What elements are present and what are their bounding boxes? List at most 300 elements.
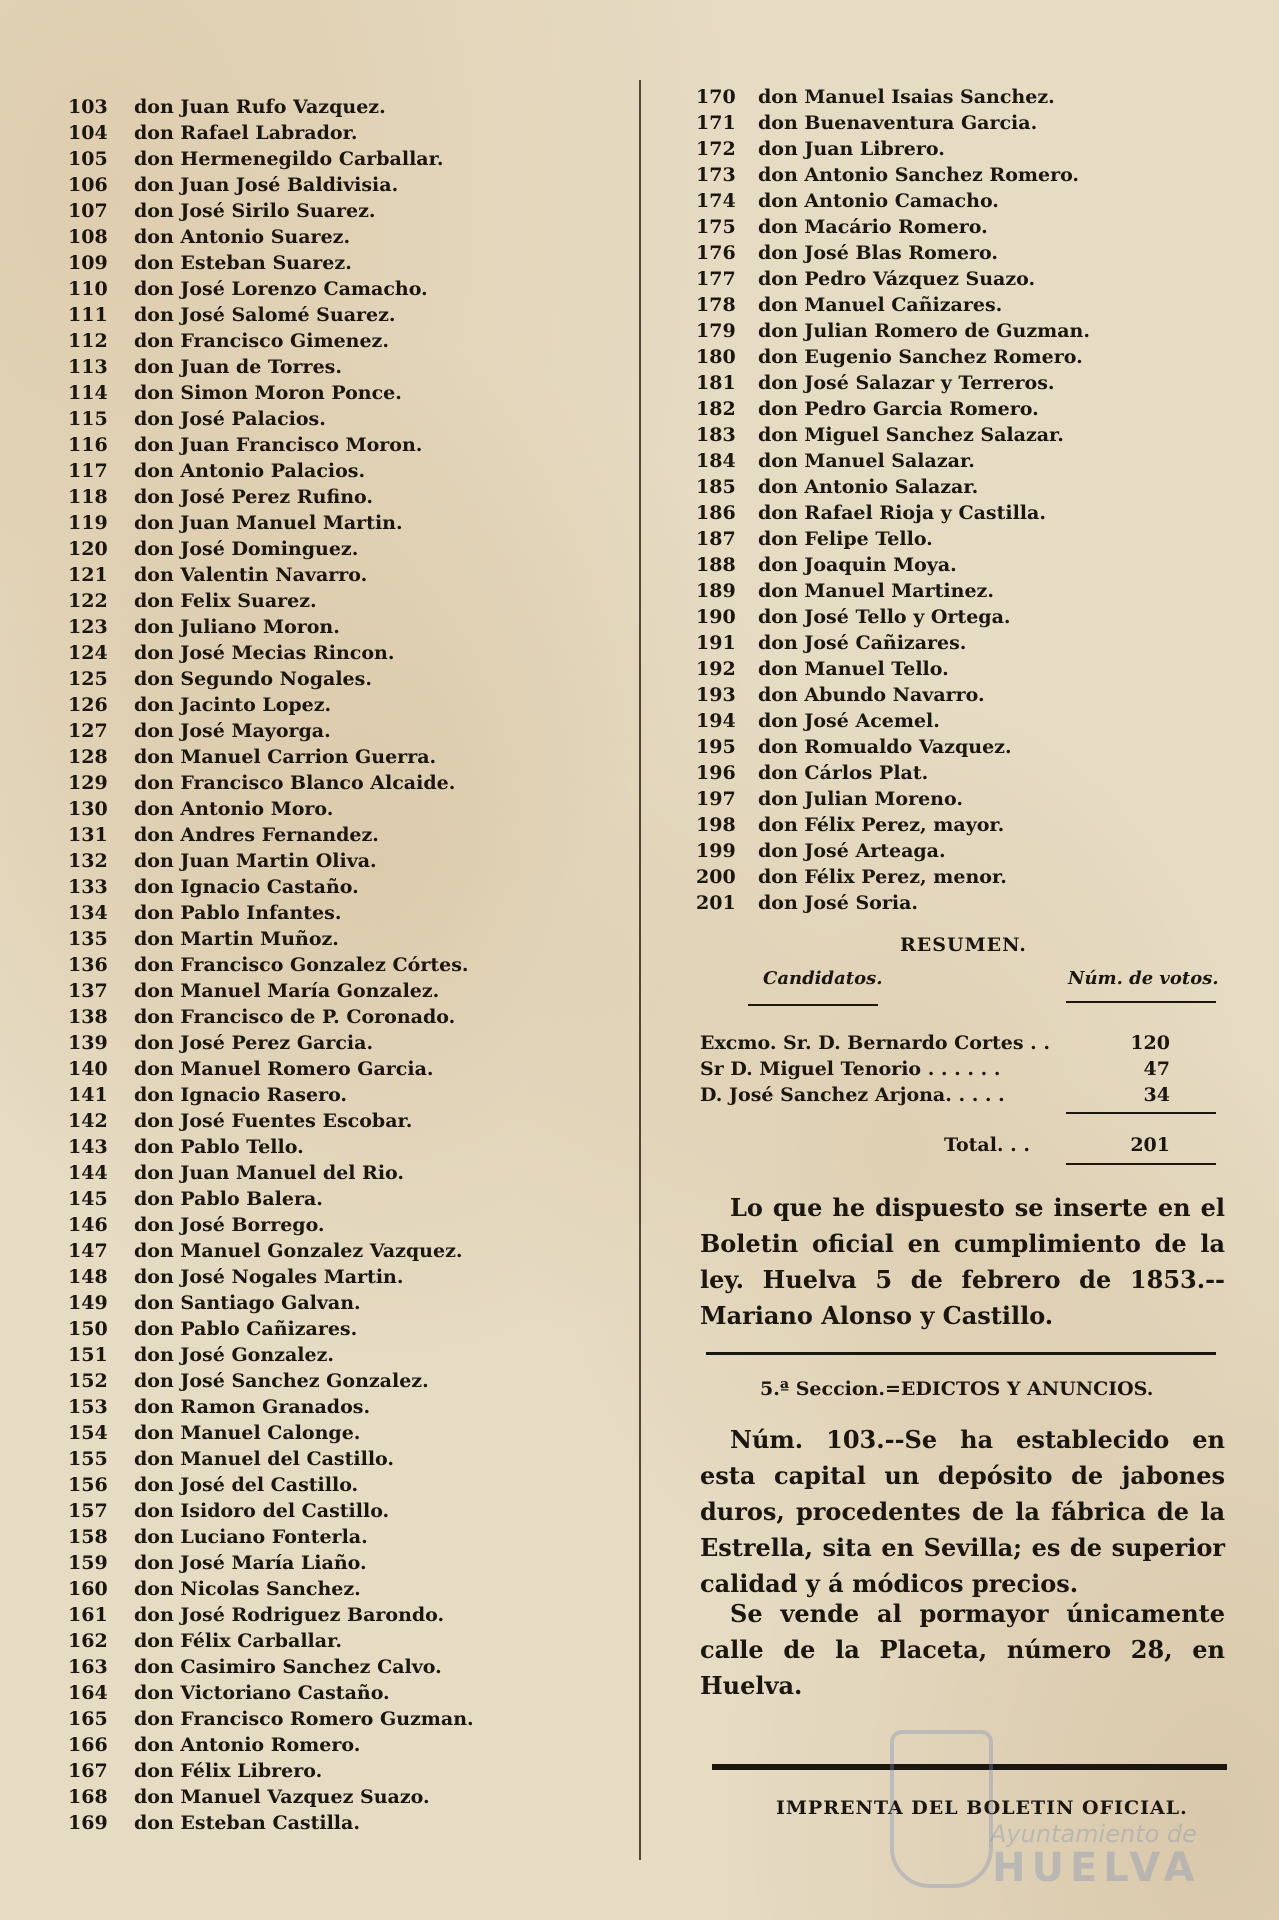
voter-number: 191 (696, 632, 736, 654)
voter-row (696, 292, 1236, 318)
voter-row (68, 1706, 628, 1732)
voter-name: don José Perez Rufino. (134, 486, 374, 508)
voter-number: 149 (68, 1292, 108, 1314)
voter-number: 112 (68, 330, 108, 352)
voter-number: 136 (68, 954, 108, 976)
voter-name: don Manuel Tello. (758, 658, 949, 680)
voter-row (696, 474, 1236, 500)
voter-number: 178 (696, 294, 736, 316)
voter-row (68, 796, 628, 822)
voter-row (68, 1576, 628, 1602)
voter-row (696, 136, 1236, 162)
voter-name: don José Lorenzo Camacho. (134, 278, 428, 300)
resumen-row (700, 1082, 1170, 1108)
voter-row (696, 786, 1236, 812)
voter-number: 198 (696, 814, 736, 836)
voter-name: don Esteban Suarez. (134, 252, 352, 274)
voter-number: 114 (68, 382, 108, 404)
voter-row (68, 744, 628, 770)
voter-row (696, 318, 1236, 344)
voter-name: don José Fuentes Escobar. (134, 1110, 413, 1132)
voter-name: don Juan Martin Oliva. (134, 850, 377, 872)
voter-row (68, 1446, 628, 1472)
voter-row (68, 276, 628, 302)
voter-name: don Nicolas Sanchez. (134, 1578, 361, 1600)
voter-row (68, 1524, 628, 1550)
voter-row (696, 890, 1236, 916)
voter-row (68, 120, 628, 146)
voter-row (696, 396, 1236, 422)
voter-name: don Juan José Baldivisia. (134, 174, 399, 196)
voter-row (68, 380, 628, 406)
voter-name: don Andres Fernandez. (134, 824, 379, 846)
voter-name: don José María Liaño. (134, 1552, 367, 1574)
voter-number: 200 (696, 866, 736, 888)
voter-name: don Ignacio Rasero. (134, 1084, 348, 1106)
voter-number: 161 (68, 1604, 108, 1626)
voter-row (68, 874, 628, 900)
resumen-total-row (700, 1132, 1170, 1158)
voter-number: 125 (68, 668, 108, 690)
voter-row (696, 500, 1236, 526)
voter-name: don José Soria. (758, 892, 918, 914)
voter-row (696, 188, 1236, 214)
voter-name: don Manuel del Castillo. (134, 1448, 394, 1470)
voter-name: don Antonio Camacho. (758, 190, 999, 212)
voter-number: 163 (68, 1656, 108, 1678)
resumen-row (700, 1056, 1170, 1082)
voter-name: don Pablo Infantes. (134, 902, 342, 924)
voter-name: don Luciano Fonterla. (134, 1526, 368, 1548)
voter-row (68, 900, 628, 926)
voter-name: don Antonio Sanchez Romero. (758, 164, 1080, 186)
voter-name: don Manuel María Gonzalez. (134, 980, 440, 1002)
voter-name: don Romualdo Vazquez. (758, 736, 1012, 758)
coat-of-arms-icon (890, 1730, 993, 1888)
voter-number: 201 (696, 892, 736, 914)
voter-row (68, 1628, 628, 1654)
voter-name: don José Mecias Rincon. (134, 642, 395, 664)
voter-row (68, 1550, 628, 1576)
voter-name: don Eugenio Sanchez Romero. (758, 346, 1083, 368)
voter-number: 134 (68, 902, 108, 924)
voter-name: don Juliano Moron. (134, 616, 340, 638)
voter-row (68, 1394, 628, 1420)
resumen-rule-right (1066, 1001, 1216, 1003)
candidate-votes: 120 (1130, 1032, 1170, 1054)
voter-name: don Antonio Suarez. (134, 226, 351, 248)
candidate-votes: 34 (1143, 1084, 1170, 1106)
voter-number: 137 (68, 980, 108, 1002)
voter-number: 140 (68, 1058, 108, 1080)
voter-name: don Pablo Cañizares. (134, 1318, 358, 1340)
voter-name: don Francisco Blanco Alcaide. (134, 772, 456, 794)
voter-row (68, 952, 628, 978)
voter-row (696, 526, 1236, 552)
voter-row (696, 266, 1236, 292)
voter-number: 143 (68, 1136, 108, 1158)
resumen-title: RESUMEN. (900, 934, 1027, 956)
voter-number: 138 (68, 1006, 108, 1028)
voter-row (68, 1290, 628, 1316)
voter-number: 155 (68, 1448, 108, 1470)
voter-row (68, 1784, 628, 1810)
watermark-subtitle: Ayuntamiento de (990, 1820, 1197, 1848)
voter-row (696, 838, 1236, 864)
voter-number: 145 (68, 1188, 108, 1210)
voter-row (68, 926, 628, 952)
candidate-name: Excmo. Sr. D. Bernardo Cortes . . (700, 1032, 1050, 1054)
voter-row (68, 94, 628, 120)
voter-number: 177 (696, 268, 736, 290)
voter-name: don Julian Romero de Guzman. (758, 320, 1090, 342)
voter-row (68, 484, 628, 510)
voter-name: don Rafael Rioja y Castilla. (758, 502, 1046, 524)
voter-row (68, 1654, 628, 1680)
voter-name: don Manuel Isaias Sanchez. (758, 86, 1055, 108)
voter-number: 183 (696, 424, 736, 446)
watermark (880, 1710, 1220, 1890)
voter-row (68, 1238, 628, 1264)
voter-name: don José Salazar y Terreros. (758, 372, 1055, 394)
voter-row (696, 344, 1236, 370)
voter-row (696, 448, 1236, 474)
closing-paragraph: Lo que he dispuesto se inserte en el Boletin oficial en cumplimiento de la ley. Huelva 5 de febrero de 1853.--Mariano Alonso y Castillo. (700, 1193, 1225, 1330)
voter-name: don José del Castillo. (134, 1474, 359, 1496)
voter-name: don Juan Francisco Moron. (134, 434, 423, 456)
voter-name: don José Cañizares. (758, 632, 967, 654)
voter-number: 117 (68, 460, 108, 482)
voter-row (68, 1472, 628, 1498)
voter-number: 188 (696, 554, 736, 576)
voter-row (68, 1082, 628, 1108)
voter-name: don Santiago Galvan. (134, 1292, 361, 1314)
voter-number: 180 (696, 346, 736, 368)
voter-name: don José Arteaga. (758, 840, 946, 862)
voter-row (68, 1160, 628, 1186)
voter-number: 126 (68, 694, 108, 716)
column-divider (639, 80, 641, 1860)
voter-name: don Manuel Gonzalez Vazquez. (134, 1240, 463, 1262)
voter-number: 174 (696, 190, 736, 212)
total-value: 201 (1130, 1134, 1170, 1156)
voter-row (68, 1264, 628, 1290)
voter-row (68, 354, 628, 380)
voter-number: 169 (68, 1812, 108, 1834)
voter-name: don Juan Rufo Vazquez. (134, 96, 386, 118)
voter-number: 196 (696, 762, 736, 784)
voter-number: 146 (68, 1214, 108, 1236)
voter-number: 116 (68, 434, 108, 456)
voter-number: 104 (68, 122, 108, 144)
voter-row (696, 240, 1236, 266)
voter-name: don Félix Carballar. (134, 1630, 342, 1652)
voter-name: don Casimiro Sanchez Calvo. (134, 1656, 442, 1678)
voter-row (696, 422, 1236, 448)
voter-name: don José Sirilo Suarez. (134, 200, 376, 222)
voter-row (68, 406, 628, 432)
voter-row (68, 1004, 628, 1030)
resumen-row (700, 1030, 1170, 1056)
voter-name: don José Palacios. (134, 408, 326, 430)
voter-row (68, 1342, 628, 1368)
voter-row (68, 1134, 628, 1160)
voter-number: 190 (696, 606, 736, 628)
voter-number: 167 (68, 1760, 108, 1782)
voter-row (68, 250, 628, 276)
voter-row (696, 604, 1236, 630)
voter-row (696, 864, 1236, 890)
voter-row (68, 848, 628, 874)
voter-number: 192 (696, 658, 736, 680)
voter-row (68, 1186, 628, 1212)
notice-paragraph-2: Se vende al pormayor únicamente calle de la Placeta, número 28, en Huelva. (700, 1599, 1225, 1700)
voter-row (68, 1056, 628, 1082)
voter-row (696, 214, 1236, 240)
voter-name: don Francisco de P. Coronado. (134, 1006, 456, 1028)
resumen-col-candidates: Candidatos. (763, 968, 883, 989)
voter-row (68, 1680, 628, 1706)
voter-name: don Macário Romero. (758, 216, 988, 238)
voter-name: don Buenaventura Garcia. (758, 112, 1038, 134)
voter-row (68, 666, 628, 692)
voter-number: 199 (696, 840, 736, 862)
voter-number: 120 (68, 538, 108, 560)
voter-name: don Pedro Vázquez Suazo. (758, 268, 1036, 290)
voter-name: don Jacinto Lopez. (134, 694, 332, 716)
voter-name: don Cárlos Plat. (758, 762, 929, 784)
voter-number: 115 (68, 408, 108, 430)
voter-number: 107 (68, 200, 108, 222)
voter-row (696, 656, 1236, 682)
voter-name: don Francisco Romero Guzman. (134, 1708, 474, 1730)
resumen-rule-left (748, 1004, 878, 1006)
voter-row (68, 146, 628, 172)
voter-name: don Antonio Moro. (134, 798, 334, 820)
voter-row (68, 1810, 628, 1836)
voter-name: don Hermenegildo Carballar. (134, 148, 444, 170)
voter-number: 135 (68, 928, 108, 950)
voter-name: don Francisco Gonzalez Córtes. (134, 954, 469, 976)
voter-name: don Manuel Salazar. (758, 450, 975, 472)
voter-number: 139 (68, 1032, 108, 1054)
voter-row (68, 1602, 628, 1628)
voter-name: don Antonio Palacios. (134, 460, 366, 482)
voter-number: 129 (68, 772, 108, 794)
voter-number: 164 (68, 1682, 108, 1704)
voter-number: 157 (68, 1500, 108, 1522)
voter-row (68, 432, 628, 458)
voter-name: don Juan Manuel del Rio. (134, 1162, 404, 1184)
voter-row (68, 510, 628, 536)
voter-name: don José Rodriguez Barondo. (134, 1604, 445, 1626)
voter-row (68, 1420, 628, 1446)
voter-number: 175 (696, 216, 736, 238)
voter-number: 194 (696, 710, 736, 732)
voter-row (68, 458, 628, 484)
voter-name: don Juan de Torres. (134, 356, 342, 378)
voter-number: 113 (68, 356, 108, 378)
voter-number: 150 (68, 1318, 108, 1340)
voter-name: don José Tello y Ortega. (758, 606, 1011, 628)
voter-number: 184 (696, 450, 736, 472)
voter-name: don Juan Manuel Martin. (134, 512, 403, 534)
voter-name: don José Perez Garcia. (134, 1032, 374, 1054)
voter-number: 187 (696, 528, 736, 550)
voter-row (68, 198, 628, 224)
voter-name: don Manuel Calonge. (134, 1422, 361, 1444)
voter-number: 162 (68, 1630, 108, 1652)
voter-row (68, 614, 628, 640)
voter-number: 147 (68, 1240, 108, 1262)
voter-number: 185 (696, 476, 736, 498)
voter-number: 141 (68, 1084, 108, 1106)
voter-name: don Joaquin Moya. (758, 554, 957, 576)
candidate-votes: 47 (1143, 1058, 1170, 1080)
voter-number: 172 (696, 138, 736, 160)
voter-name: don Félix Librero. (134, 1760, 323, 1782)
total-rule-top (1066, 1112, 1216, 1114)
voter-number: 133 (68, 876, 108, 898)
voter-name: don Antonio Salazar. (758, 476, 979, 498)
voter-row (696, 552, 1236, 578)
voter-number: 131 (68, 824, 108, 846)
voter-row (696, 708, 1236, 734)
voter-number: 110 (68, 278, 108, 300)
voter-row (68, 1030, 628, 1056)
voter-row (68, 588, 628, 614)
watermark-title: HUELVA (992, 1845, 1201, 1891)
voter-name: don Manuel Vazquez Suazo. (134, 1786, 430, 1808)
voter-row (68, 302, 628, 328)
voter-number: 127 (68, 720, 108, 742)
voter-name: don Valentin Navarro. (134, 564, 368, 586)
voter-row (68, 822, 628, 848)
voter-name: don Manuel Romero Garcia. (134, 1058, 434, 1080)
voter-name: don Juan Librero. (758, 138, 945, 160)
voter-name: don José Acemel. (758, 710, 940, 732)
section-heading: 5.ª Seccion.=EDICTOS Y ANUNCIOS. (760, 1378, 1154, 1400)
voter-row (696, 110, 1236, 136)
voter-number: 171 (696, 112, 736, 134)
voter-row (68, 770, 628, 796)
voter-list-right (696, 84, 1236, 916)
voter-name: don Miguel Sanchez Salazar. (758, 424, 1064, 446)
voter-name: don Pablo Balera. (134, 1188, 323, 1210)
voter-name: don Manuel Cañizares. (758, 294, 1003, 316)
voter-number: 118 (68, 486, 108, 508)
voter-number: 166 (68, 1734, 108, 1756)
voter-row (68, 1108, 628, 1134)
voter-name: don José Sanchez Gonzalez. (134, 1370, 429, 1392)
voter-row (68, 640, 628, 666)
voter-name: don Martin Muñoz. (134, 928, 339, 950)
voter-row (68, 1316, 628, 1342)
voter-row (68, 1498, 628, 1524)
voter-row (68, 1732, 628, 1758)
voter-number: 181 (696, 372, 736, 394)
voter-name: don Pablo Tello. (134, 1136, 304, 1158)
voter-number: 176 (696, 242, 736, 264)
voter-number: 152 (68, 1370, 108, 1392)
voter-name: don Simon Moron Ponce. (134, 382, 402, 404)
voter-number: 197 (696, 788, 736, 810)
voter-name: don Ramon Granados. (134, 1396, 371, 1418)
voter-number: 182 (696, 398, 736, 420)
voter-number: 128 (68, 746, 108, 768)
voter-row (696, 370, 1236, 396)
voter-row (696, 162, 1236, 188)
voter-row (68, 1368, 628, 1394)
voter-name: don Félix Perez, mayor. (758, 814, 1005, 836)
voter-number: 189 (696, 580, 736, 602)
voter-row (696, 812, 1236, 838)
voter-row (68, 536, 628, 562)
voter-name: don José Dominguez. (134, 538, 359, 560)
voter-number: 122 (68, 590, 108, 612)
voter-row (68, 718, 628, 744)
voter-number: 195 (696, 736, 736, 758)
voter-name: don José Nogales Martin. (134, 1266, 404, 1288)
voter-row (696, 84, 1236, 110)
voter-row (68, 978, 628, 1004)
voter-name: don Abundo Navarro. (758, 684, 985, 706)
voter-row (68, 1212, 628, 1238)
voter-row (68, 224, 628, 250)
section-rule (706, 1352, 1216, 1355)
voter-number: 186 (696, 502, 736, 524)
voter-number: 144 (68, 1162, 108, 1184)
voter-row (68, 328, 628, 354)
voter-number: 124 (68, 642, 108, 664)
voter-number: 106 (68, 174, 108, 196)
voter-number: 111 (68, 304, 108, 326)
voter-number: 132 (68, 850, 108, 872)
voter-number: 148 (68, 1266, 108, 1288)
voter-row (696, 578, 1236, 604)
voter-row (696, 630, 1236, 656)
voter-number: 130 (68, 798, 108, 820)
voter-name: don Victoriano Castaño. (134, 1682, 390, 1704)
voter-row (68, 562, 628, 588)
voter-number: 179 (696, 320, 736, 342)
voter-name: don Isidoro del Castillo. (134, 1500, 390, 1522)
voter-number: 123 (68, 616, 108, 638)
voter-number: 170 (696, 86, 736, 108)
voter-number: 154 (68, 1422, 108, 1444)
voter-number: 168 (68, 1786, 108, 1808)
voter-number: 119 (68, 512, 108, 534)
voter-number: 142 (68, 1110, 108, 1132)
voter-number: 109 (68, 252, 108, 274)
voter-name: don José Blas Romero. (758, 242, 998, 264)
voter-name: don Rafael Labrador. (134, 122, 358, 144)
voter-number: 103 (68, 96, 108, 118)
voter-name: don Ignacio Castaño. (134, 876, 359, 898)
voter-name: don Julian Moreno. (758, 788, 963, 810)
voter-name: don Esteban Castilla. (134, 1812, 360, 1834)
voter-name: don Segundo Nogales. (134, 668, 372, 690)
voter-number: 165 (68, 1708, 108, 1730)
voter-list-left (68, 94, 628, 1836)
voter-number: 193 (696, 684, 736, 706)
voter-row (696, 682, 1236, 708)
voter-name: don José Gonzalez. (134, 1344, 334, 1366)
voter-number: 121 (68, 564, 108, 586)
voter-name: don Antonio Romero. (134, 1734, 361, 1756)
voter-name: don Felix Suarez. (134, 590, 317, 612)
voter-name: don Manuel Carrion Guerra. (134, 746, 437, 768)
